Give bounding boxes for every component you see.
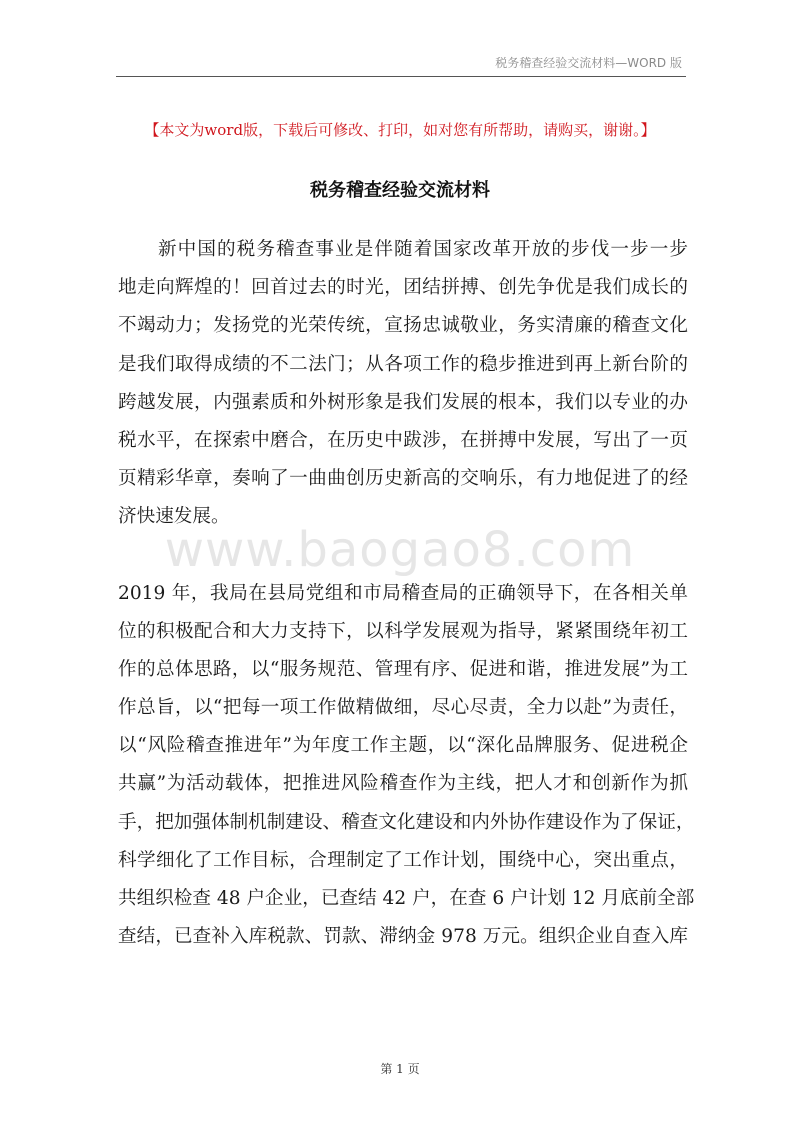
page-number: 第 1 页 [380,1062,420,1076]
paragraph-line: 作总旨，以“把每一项工作做精做细，尽心尽责，全力以赴”为责任， [118,697,688,719]
watermark: www.baogao8.com [164,522,636,578]
paragraph-line: 共组织检查 48 户企业，已查结 42 户，在查 6 户计划 12 月底前全部 [118,888,695,909]
paragraph-line: 查结，已查补入库税款、罚款、滞纳金 978 万元。组织企业自查入库 [118,926,688,948]
paragraph-line: 地走向辉煌的！回首过去的时光，团结拼搏、创先争优是我们成长的 [118,277,688,299]
paragraph-line: 页精彩华章，奏响了一曲曲创历史新高的交响乐，有力地促进了的经 [118,468,688,490]
running-header: 税务稽查经验交流材料—WORD 版 [495,56,682,70]
paragraph-line: 作的总体思路，以“服务规范、管理有序、促进和谐，推进发展”为工 [118,658,688,680]
paragraph-line: 位的积极配合和大力支持下，以科学发展观为指导，紧紧围绕年初工 [118,620,688,642]
paragraph-gap [118,537,688,575]
header-divider [116,76,686,77]
paragraph-line: 跨越发展，内强素质和外树形象是我们发展的根本，我们以专业的办 [118,391,688,413]
paragraph-line: 科学细化了工作目标，合理制定了工作计划，围绕中心，突出重点， [118,849,688,871]
paragraph-line: 税水平，在探索中磨合，在历史中跋涉，在拼搏中发展，写出了一页 [118,429,688,451]
paragraph-line: 是我们取得成绩的不二法门；从各项工作的稳步推进到再上新台阶的 [118,353,688,375]
purchase-notice: 【本文为word版，下载后可修改、打印，如对您有所帮助，请购买，谢谢。】 [144,121,656,139]
paragraph-line: 手，把加强体制机制建设、稽查文化建设和内外协作建设作为了保证， [118,811,695,833]
paragraph-line: 济快速发展。 [118,506,230,528]
paragraph-line: 以“风险稽查推进年”为年度工作主题，以“深化品牌服务、促进税企 [118,735,688,757]
document-body [118,231,695,956]
document-title: 税务稽查经验交流材料 [310,180,490,201]
paragraph-line: 共赢”为活动载体，把推进风险稽查作为主线，把人才和创新作为抓 [118,773,688,795]
paragraph-line: 2019 年，我局在县局党组和市局稽查局的正确领导下，在各相关单 [118,582,688,604]
paragraph-line: 不竭动力；发扬党的光荣传统，宣扬忠诚敬业，务实清廉的稽查文化 [118,315,688,337]
paragraph-line: 新中国的税务稽查事业是伴随着国家改革开放的步伐一步一步 [158,239,688,260]
